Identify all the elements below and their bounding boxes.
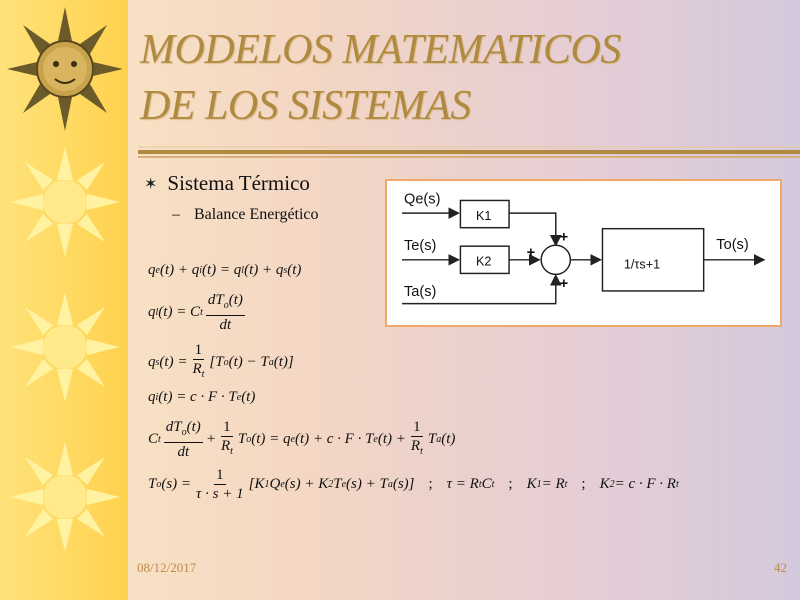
equation-5: C t $\frac{dT_o(t)}{dt}$ + $\frac{1}{R_t}$ T o (t) = q e (t) + c · F · T e (t) + $\frac{1}{R_t}$ T a (t) xyxy=(148,419,456,460)
slide-title-line2: DE LOS SISTEMAS xyxy=(140,83,471,129)
bullet-label: Balance Energético xyxy=(194,206,319,223)
equation-4: q i (t) = c · F · T e (t) xyxy=(148,389,256,405)
gain-k2-label: K2 xyxy=(475,254,492,269)
gain-k1-label: K1 xyxy=(475,208,492,223)
block-diagram xyxy=(385,179,782,327)
title-divider xyxy=(138,144,800,160)
slide-title xyxy=(140,22,790,134)
equation-3: q s (t) = $\frac{1}{R_t}$ [T o (t) − T a (t)] xyxy=(148,342,294,380)
slide-number: 42 xyxy=(774,560,787,575)
bullet-balance-energetico xyxy=(172,206,319,224)
bullet-sistema-termico xyxy=(144,171,310,196)
bullet-label: Sistema Térmico xyxy=(167,171,310,195)
slide-title-line1: MODELOS MATEMATICOS xyxy=(140,27,621,73)
slide-date: 08/12/2017 xyxy=(137,560,197,575)
sun-icon xyxy=(8,145,122,259)
output-to-label: To(s) xyxy=(716,237,749,254)
sidebar-decoration xyxy=(0,0,128,600)
input-te-label: Te(s) xyxy=(403,238,437,255)
sum-sign-bottom: + xyxy=(559,276,569,293)
equation-1: q e (t) + q i (t) = q l (t) + q s (t) xyxy=(148,262,302,278)
equation-2: q l (t) = C t $\frac{dT_o(t)}{dt}$ xyxy=(148,292,243,333)
input-qe-label: Qe(s) xyxy=(403,191,441,208)
dash-bullet-icon: – xyxy=(172,206,180,223)
transfer-function-label: 1/τs+1 xyxy=(623,257,661,272)
sum-sign-top: + xyxy=(559,229,569,246)
input-ta-label: Ta(s) xyxy=(403,283,437,300)
sun-icon xyxy=(8,440,122,554)
star-bullet-icon: ✶ xyxy=(144,175,158,193)
sun-icon xyxy=(8,290,122,404)
sun-face-icon xyxy=(5,5,125,133)
sum-sign-left: + xyxy=(526,244,536,261)
equation-6: T o (s) = $\frac{1}{\tau \cdot s + 1}$ [K 1 Q e (s) + K 2 T e (s) + T a (s)] ; τ = R t C t ; K 1 = R t ; K 2 = c · F · R t xyxy=(148,467,679,502)
